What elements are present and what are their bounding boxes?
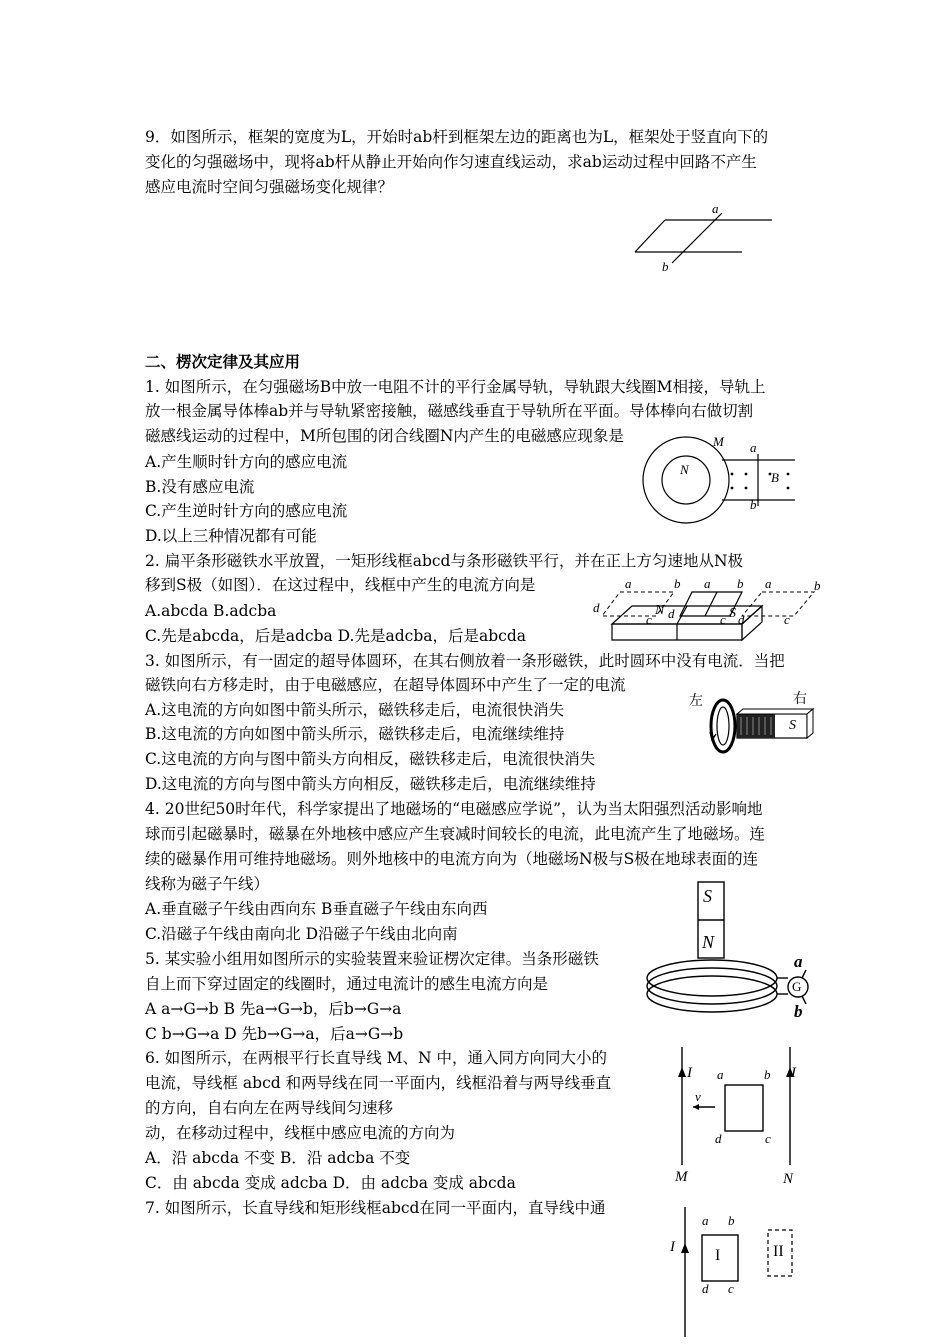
p3-line-2: 磁铁向右方移走时，由于电磁感应，在超导体圆环中产生了一定的电流 — [145, 676, 626, 694]
p2-line-1: 2. 扁平条形磁铁水平放置，一矩形线框abcd与条形磁铁平行，并在正上方匀速地从N极 — [145, 552, 744, 570]
p2-option-cd: C.先是abcda，后是adcba D.先是adcba，后是abcda — [145, 627, 526, 645]
p2-magnet-figure — [592, 576, 827, 644]
q9-line-2: 变化的匀强磁场中，现将ab杆从静止开始向作匀速直线运动，求ab运动过程中回路不产生 — [145, 153, 757, 171]
p1-option-b: B.没有感应电流 — [145, 478, 255, 496]
p4-line-1: 4. 20世纪50时年代，科学家提出了地磁场的“电磁感应学说”，认为当太阳强烈活动影响地 — [145, 800, 763, 818]
p4-line-3: 续的磁暴作用可维持地磁场。则外地核中的电流方向为（地磁场N极与S极在地球表面的连 — [145, 850, 759, 868]
p7-label-a: a — [702, 1213, 709, 1228]
p5-label-b: b — [794, 1002, 803, 1021]
p6-label-v: v — [695, 1089, 701, 1104]
p7-label-c: c — [728, 1281, 734, 1296]
p6-label-a: a — [717, 1067, 724, 1082]
p2-label-a2: a — [704, 576, 711, 591]
p4-line-2: 球而引起磁暴时，磁暴在外地核中感应产生衰减时间较长的电流，此电流产生了地磁场。连 — [145, 825, 766, 843]
p6-label-b: b — [764, 1067, 771, 1082]
p2-line-2: 移到S极（如图）．在这过程中，线框中产生的电流方向是 — [145, 576, 536, 594]
p1-label-M: M — [713, 434, 724, 449]
p4-option-ab: A.垂直磁子午线由西向东 B垂直磁子午线由东向西 — [145, 900, 488, 918]
p5-label-a: a — [794, 952, 803, 971]
q9-line-1: 9．如图所示，框架的宽度为L，开始时ab杆到框架左边的距离也为L，框架处于竖直向下的 — [145, 128, 769, 146]
p6-label-I-left: I — [687, 1065, 692, 1081]
p5-option-ab: A a→G→b B 先a→G→b，后b→G→a — [145, 1000, 402, 1018]
q9-label-b: b — [662, 259, 669, 274]
p2-label-S: S — [729, 606, 736, 621]
p2-label-c1: c — [646, 612, 652, 627]
p2-label-b3: b — [814, 578, 821, 593]
p7-label-I: I — [670, 1239, 675, 1255]
p3-option-b: B.这电流的方向如图中箭头所示，磁铁移走后，电流继续维持 — [145, 725, 565, 743]
p1-label-a: a — [750, 440, 757, 455]
p1-line-1: 1. 如图所示，在匀强磁场B中放一电阻不计的平行金属导轨，导轨跟大线圈M相接，导轨上 — [145, 378, 766, 396]
p2-label-N: N — [655, 603, 665, 618]
p6-parallel-wires-figure — [665, 1045, 815, 1190]
p2-label-c2: c — [720, 612, 726, 627]
p1-label-b: b — [750, 497, 757, 512]
p2-label-d3: d — [738, 612, 745, 627]
p5-label-G: G — [792, 979, 802, 994]
q9-label-a: a — [712, 201, 719, 216]
p5-line-1: 5. 某实验小组用如图所示的实验装置来验证楞次定律。当条形磁铁 — [145, 950, 599, 968]
p1-option-c: C.产生逆时针方向的感应电流 — [145, 502, 348, 520]
p1-line-2: 放一根金属导体棒ab并与导轨紧密接触，磁感线垂直于导轨所在平面。导体棒向右做切割 — [145, 402, 754, 420]
section-2-title: 二、楞次定律及其应用 — [145, 352, 301, 371]
p6-option-cd: C．由 abcda 变成 adcba D．由 adcba 变成 abcda — [145, 1174, 516, 1192]
p2-label-b2: b — [737, 576, 744, 591]
q9-line-3: 感应电流时空间匀强磁场变化规律？ — [145, 178, 394, 196]
p2-label-d1: d — [593, 600, 600, 615]
p2-label-b1: b — [674, 576, 681, 591]
p7-box-label-2: II — [773, 1243, 784, 1260]
p1-line-3: 磁感线运动的过程中，M所包围的闭合线圈N内产生的电磁感应现象是 — [145, 427, 624, 445]
p3-option-d: D.这电流的方向与图中箭头方向相反，磁铁移走后，电流继续维持 — [145, 775, 596, 793]
p5-coil-galvanometer-figure — [640, 880, 815, 1020]
p6-line-3: 的方向，自右向左在两导线间匀速移 — [145, 1099, 394, 1117]
p1-option-a: A.产生顺时针方向的感应电流 — [145, 453, 348, 471]
p1-label-B: B — [771, 470, 779, 485]
p5-line-2: 自上而下穿过固定的线圈时，通过电流计的感生电流方向是 — [145, 975, 549, 993]
p1-coil-figure — [640, 432, 810, 527]
p6-label-M: M — [675, 1169, 688, 1185]
p6-line-2: 电流，导线框 abcd 和两导线在同一平面内，线框沿着与两导线垂直 — [145, 1074, 612, 1092]
p2-label-c3: c — [784, 612, 790, 627]
p3-label-S: S — [789, 718, 796, 733]
p3-option-a: A.这电流的方向如图中箭头所示，磁铁移走后，电流很快消失 — [145, 701, 565, 719]
p4-option-cd: C.沿磁子午线由南向北 D沿磁子午线由北向南 — [145, 925, 458, 943]
p2-label-d2: d — [668, 606, 675, 621]
p7-label-b: b — [728, 1213, 735, 1228]
p7-wire-frame-figure — [660, 1205, 810, 1340]
p7-box-label-1: I — [715, 1247, 721, 1264]
p1-option-d: D.以上三种情况都有可能 — [145, 527, 317, 545]
p7-line-1: 7. 如图所示，长直导线和矩形线框abcd在同一平面内，直导线中通 — [145, 1199, 606, 1217]
p5-option-cd: C b→G→a D 先b→G→a，后a→G→b — [145, 1025, 404, 1043]
p3-line-1: 3. 如图所示，有一固定的超导体圆环，在其右侧放着一条形磁铁，此时圆环中没有电流．当把 — [145, 652, 785, 670]
p6-option-ab: A．沿 abcda 不变 B．沿 adcba 不变 — [145, 1149, 411, 1167]
p6-line-4: 动，在移动过程中，线框中感应电流的方向为 — [145, 1124, 456, 1142]
p3-label-left: 左 — [689, 694, 703, 709]
p3-ring-magnet-figure — [685, 688, 815, 758]
p3-label-right: 右 — [793, 692, 807, 707]
p6-label-N: N — [783, 1171, 794, 1187]
p6-label-d: d — [715, 1131, 722, 1146]
p2-label-a3: a — [765, 576, 772, 591]
p4-line-4: 线称为磁子午线） — [145, 875, 270, 893]
p6-label-c: c — [765, 1131, 771, 1146]
p6-label-I-right: I — [791, 1065, 796, 1081]
p7-label-d: d — [702, 1281, 709, 1296]
p6-line-1: 6. 如图所示，在两根平行长直导线 M、N 中，通入同方向同大小的 — [145, 1049, 608, 1067]
q9-frame-figure — [630, 201, 780, 275]
p2-option-ab: A.abcda B.adcba — [145, 602, 277, 620]
p2-label-a1: a — [625, 576, 632, 591]
p1-label-N: N — [680, 462, 689, 477]
p5-label-S: S — [703, 886, 712, 906]
p5-label-N: N — [702, 932, 715, 952]
p3-option-c: C.这电流的方向与图中箭头方向相反，磁铁移走后，电流很快消失 — [145, 750, 596, 768]
